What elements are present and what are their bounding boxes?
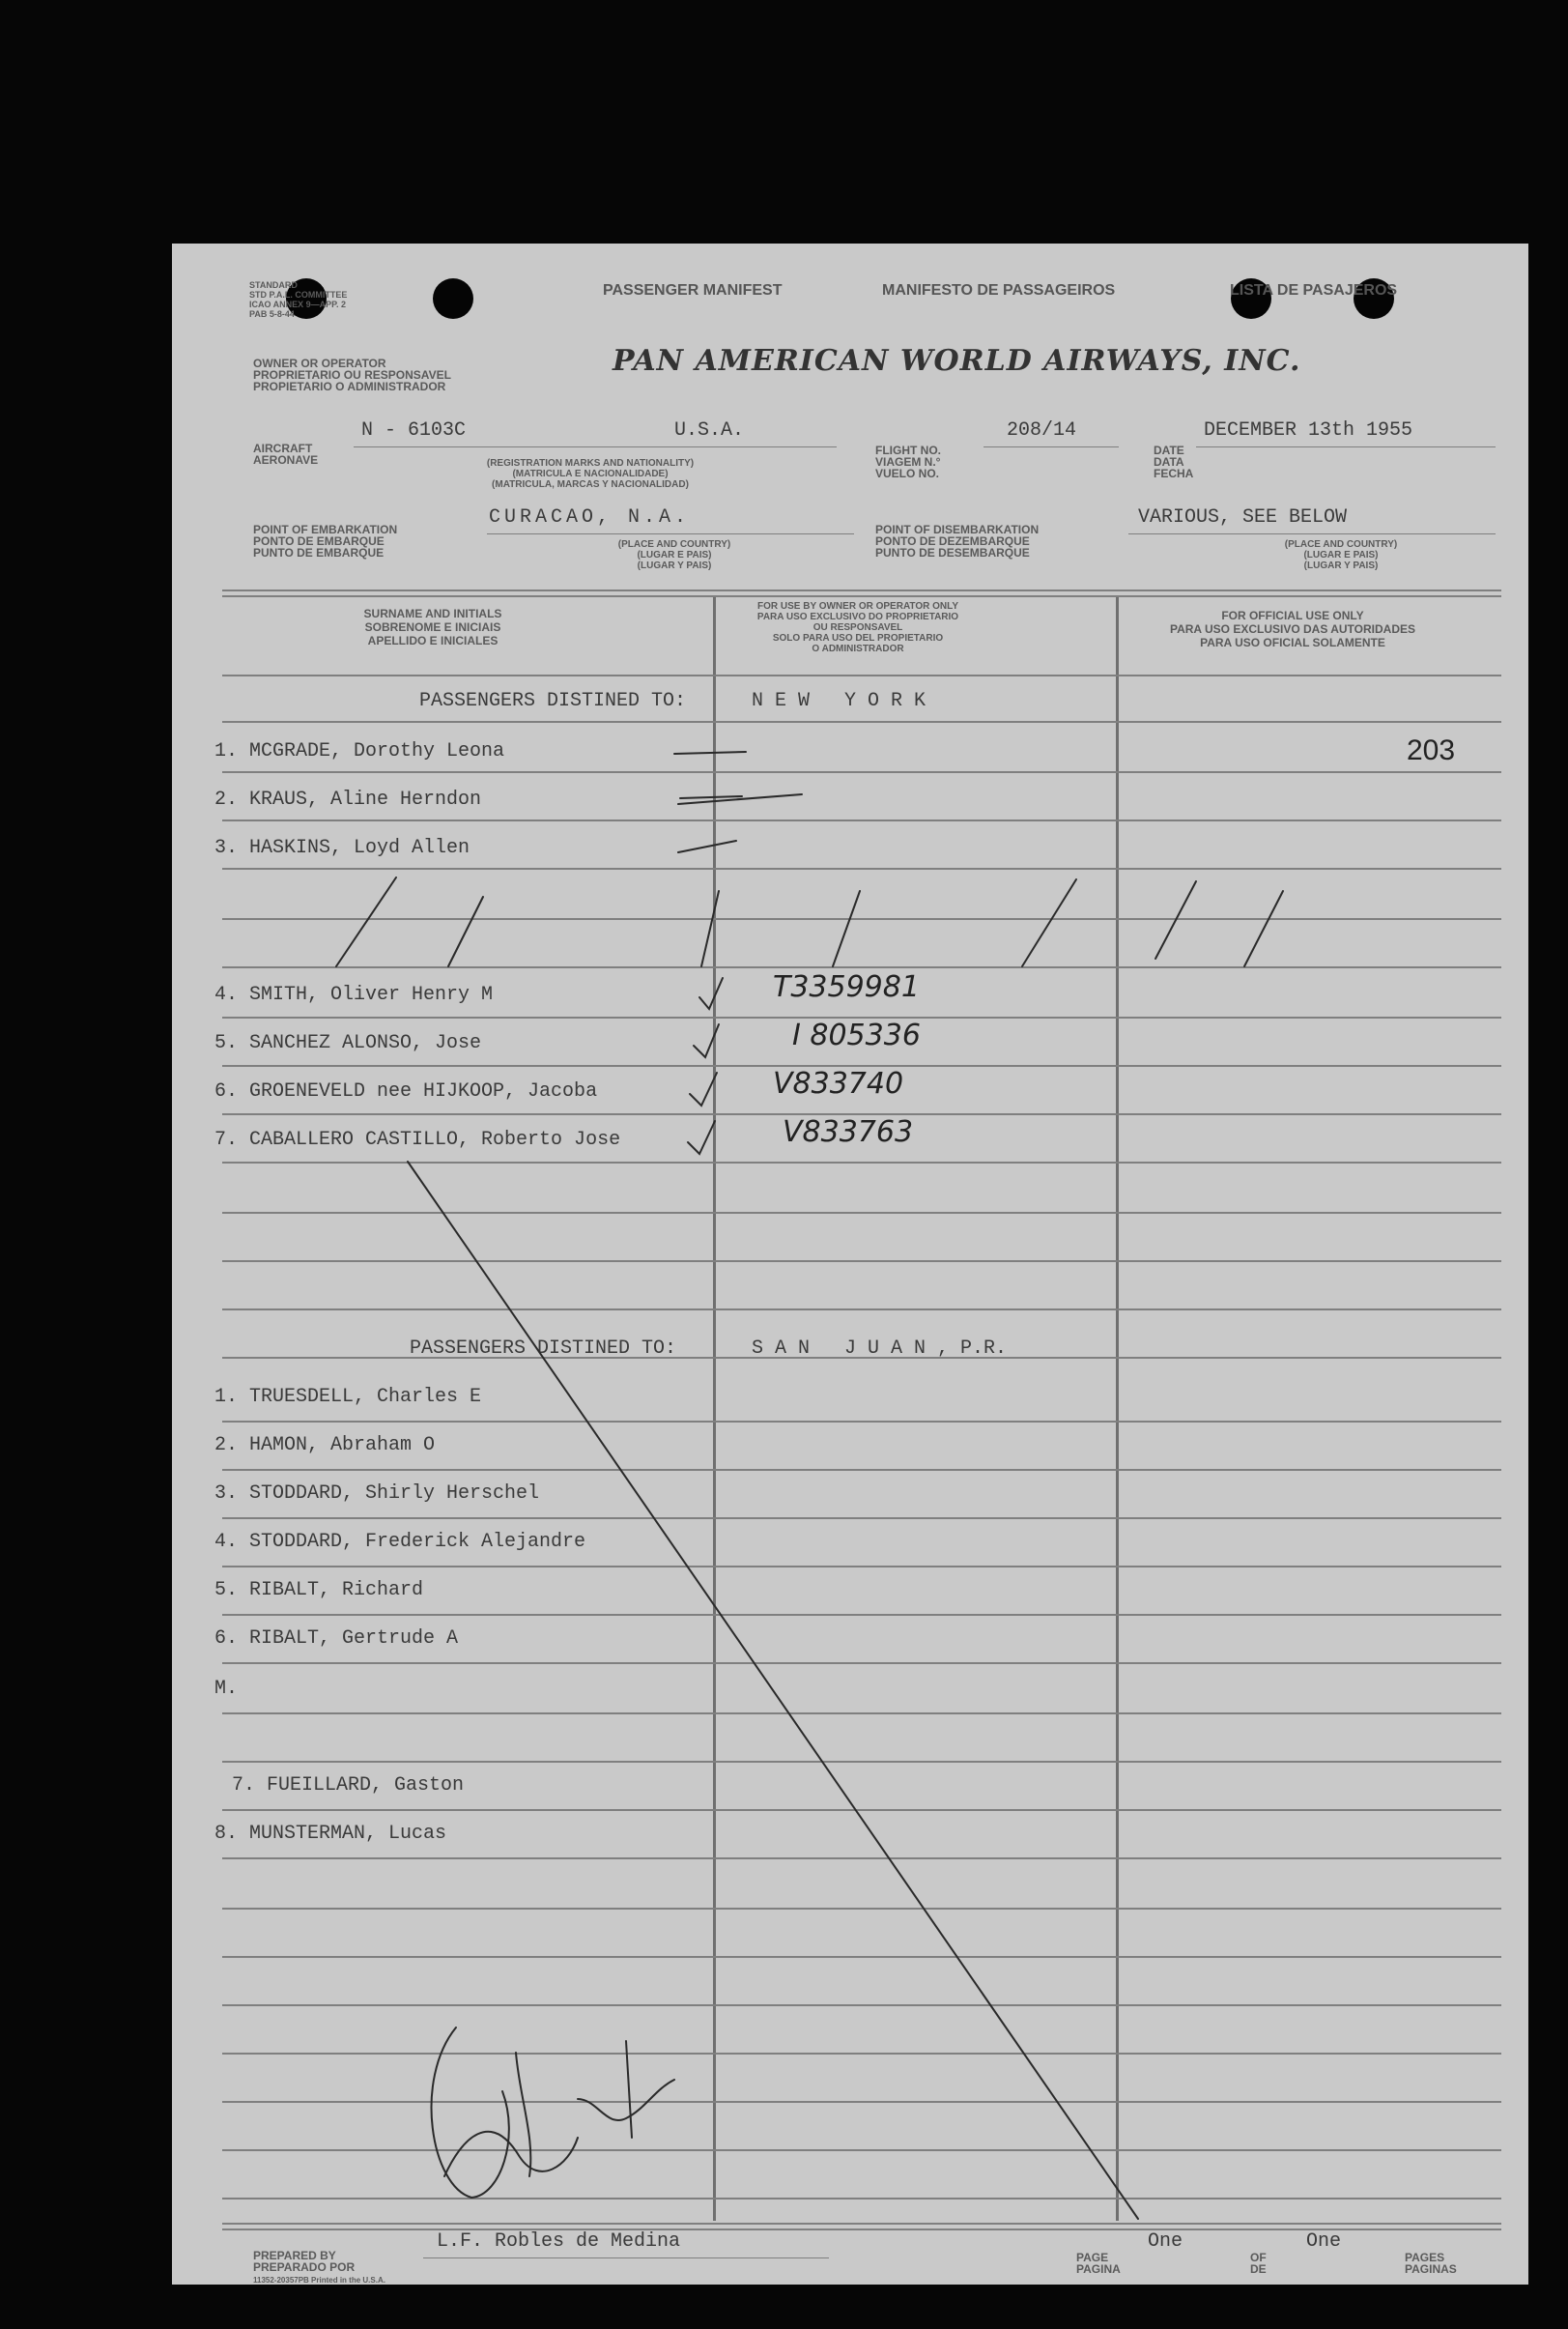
passenger-row: 6. GROENEVELD nee HIJKOOP, Jacoba bbox=[214, 1080, 598, 1103]
disembarkation-caption: (PLACE AND COUNTRY) (LUGAR E PAIS) (LUGAR Y PAIS) bbox=[1284, 539, 1398, 571]
manifest-date: DECEMBER 13th 1955 bbox=[1204, 419, 1413, 442]
passenger-row: 2. HAMON, Abraham O bbox=[214, 1434, 436, 1456]
disembarkation-point: VARIOUS, SEE BELOW bbox=[1138, 506, 1348, 529]
aircraft-nationality: U.S.A. bbox=[674, 419, 745, 442]
passenger-row: 2. KRAUS, Aline Herndon bbox=[214, 789, 482, 811]
embarkation-caption: (PLACE AND COUNTRY) (LUGAR E PAIS) (LUGAR Y PAIS) bbox=[617, 539, 731, 571]
passenger-row: 3. HASKINS, Loyd Allen bbox=[214, 837, 470, 859]
manifest-sheet bbox=[172, 244, 1528, 2285]
passenger-row: 7. FUEILLARD, Gaston bbox=[232, 1774, 465, 1797]
passenger-row: 5. RIBALT, Richard bbox=[214, 1579, 424, 1601]
airline-name: PAN AMERICAN WORLD AIRWAYS, INC. bbox=[613, 344, 1301, 378]
official-number: 203 bbox=[1407, 734, 1456, 766]
manifest-title-pt: MANIFESTO DE PASSAGEIROS bbox=[882, 282, 1116, 299]
manifest-title-es: LISTA DE PASAJEROS bbox=[1230, 282, 1398, 299]
group1-label: PASSENGERS DISTINED TO: bbox=[419, 690, 687, 712]
of-label: OF DE bbox=[1250, 2251, 1267, 2276]
prepared-by-label: PREPARED BY PREPARADO POR bbox=[253, 2249, 356, 2274]
group1-destination: N E W Y O R K bbox=[752, 690, 927, 712]
page-label: PAGE PAGINA bbox=[1076, 2251, 1121, 2276]
passenger-row: 7. CABALLERO CASTILLO, Roberto Jose bbox=[214, 1129, 621, 1151]
passenger-row: 1. MCGRADE, Dorothy Leona bbox=[214, 740, 505, 762]
group2-destination: S A N J U A N , P.R. bbox=[752, 1337, 1008, 1360]
passport-number: I 805336 bbox=[792, 1019, 921, 1052]
passenger-row: 6. RIBALT, Gertrude A bbox=[214, 1627, 459, 1650]
form-stub: STANDARD STD P.A.L. COMMITTEE ICAO ANNEX 9—APP. 2 PAB 5-8-44 bbox=[249, 280, 348, 319]
passenger-row: 1. TRUESDELL, Charles E bbox=[214, 1386, 482, 1408]
page-number: One bbox=[1148, 2230, 1183, 2253]
column-header-names: SURNAME AND INITIALS SOBRENOME E INICIAIS APELLIDO E INICIALES bbox=[363, 607, 502, 647]
flight-label: FLIGHT NO. VIAGEM N.° VUELO NO. bbox=[875, 444, 941, 480]
passenger-row: 3. STODDARD, Shirly Herschel bbox=[214, 1482, 540, 1505]
group2-label: PASSENGERS DISTINED TO: bbox=[410, 1337, 677, 1360]
disembarkation-label: POINT OF DISEMBARKATION PONTO DE DEZEMBARQUE PUNTO DE DESEMBARQUE bbox=[875, 523, 1040, 560]
owner-label: OWNER OR OPERATOR PROPRIETARIO OU RESPONSAVEL PROPIETARIO O ADMINISTRADOR bbox=[253, 357, 451, 393]
passport-number: V833740 bbox=[773, 1067, 904, 1101]
manifest-title-en: PASSENGER MANIFEST bbox=[603, 282, 783, 299]
column-header-official: FOR OFFICIAL USE ONLY PARA USO EXCLUSIVO DAS AUTORIDADES PARA USO OFICIAL SOLAMENTE bbox=[1169, 609, 1416, 649]
print-line: 11352-20357PB Printed in the U.S.A. bbox=[253, 2276, 385, 2285]
passenger-row: 8. MUNSTERMAN, Lucas bbox=[214, 1823, 447, 1845]
passport-number: V833763 bbox=[783, 1115, 914, 1149]
handwritten-marks bbox=[172, 244, 1528, 2285]
passenger-row: 4. STODDARD, Frederick Alejandre bbox=[214, 1531, 586, 1553]
registration-caption: (REGISTRATION MARKS AND NATIONALITY) (MATRICULA E NACIONALIDADE) (MATRICULA, MARCAS Y NACIONALIDAD) bbox=[486, 458, 695, 490]
flight-number: 208/14 bbox=[1007, 419, 1077, 442]
embarkation-point: CURACAO, N.A. bbox=[489, 506, 691, 529]
embarkation-label: POINT OF EMBARKATION PONTO DE EMBARQUE PUNTO DE EMBARQUE bbox=[253, 523, 398, 560]
passport-number: T3359981 bbox=[773, 970, 920, 1004]
pages-label: PAGES PAGINAS bbox=[1405, 2251, 1457, 2276]
aircraft-registration: N - 6103C bbox=[361, 419, 467, 442]
passenger-row: 4. SMITH, Oliver Henry M bbox=[214, 984, 494, 1006]
prepared-by: L.F. Robles de Medina bbox=[437, 2230, 681, 2253]
column-header-operator: FOR USE BY OWNER OR OPERATOR ONLY PARA USO EXCLUSIVO DO PROPRIETARIO OU RESPONSAVEL SOLO PARA USO DEL PROPIETARIO O ADMINISTRADOR bbox=[756, 601, 959, 654]
passenger-row: M. bbox=[214, 1678, 239, 1700]
passenger-row: 5. SANCHEZ ALONSO, Jose bbox=[214, 1032, 482, 1054]
page-total: One bbox=[1306, 2230, 1342, 2253]
date-label: DATE DATA FECHA bbox=[1154, 444, 1194, 480]
aircraft-label: AIRCRAFT AERONAVE bbox=[253, 442, 319, 467]
